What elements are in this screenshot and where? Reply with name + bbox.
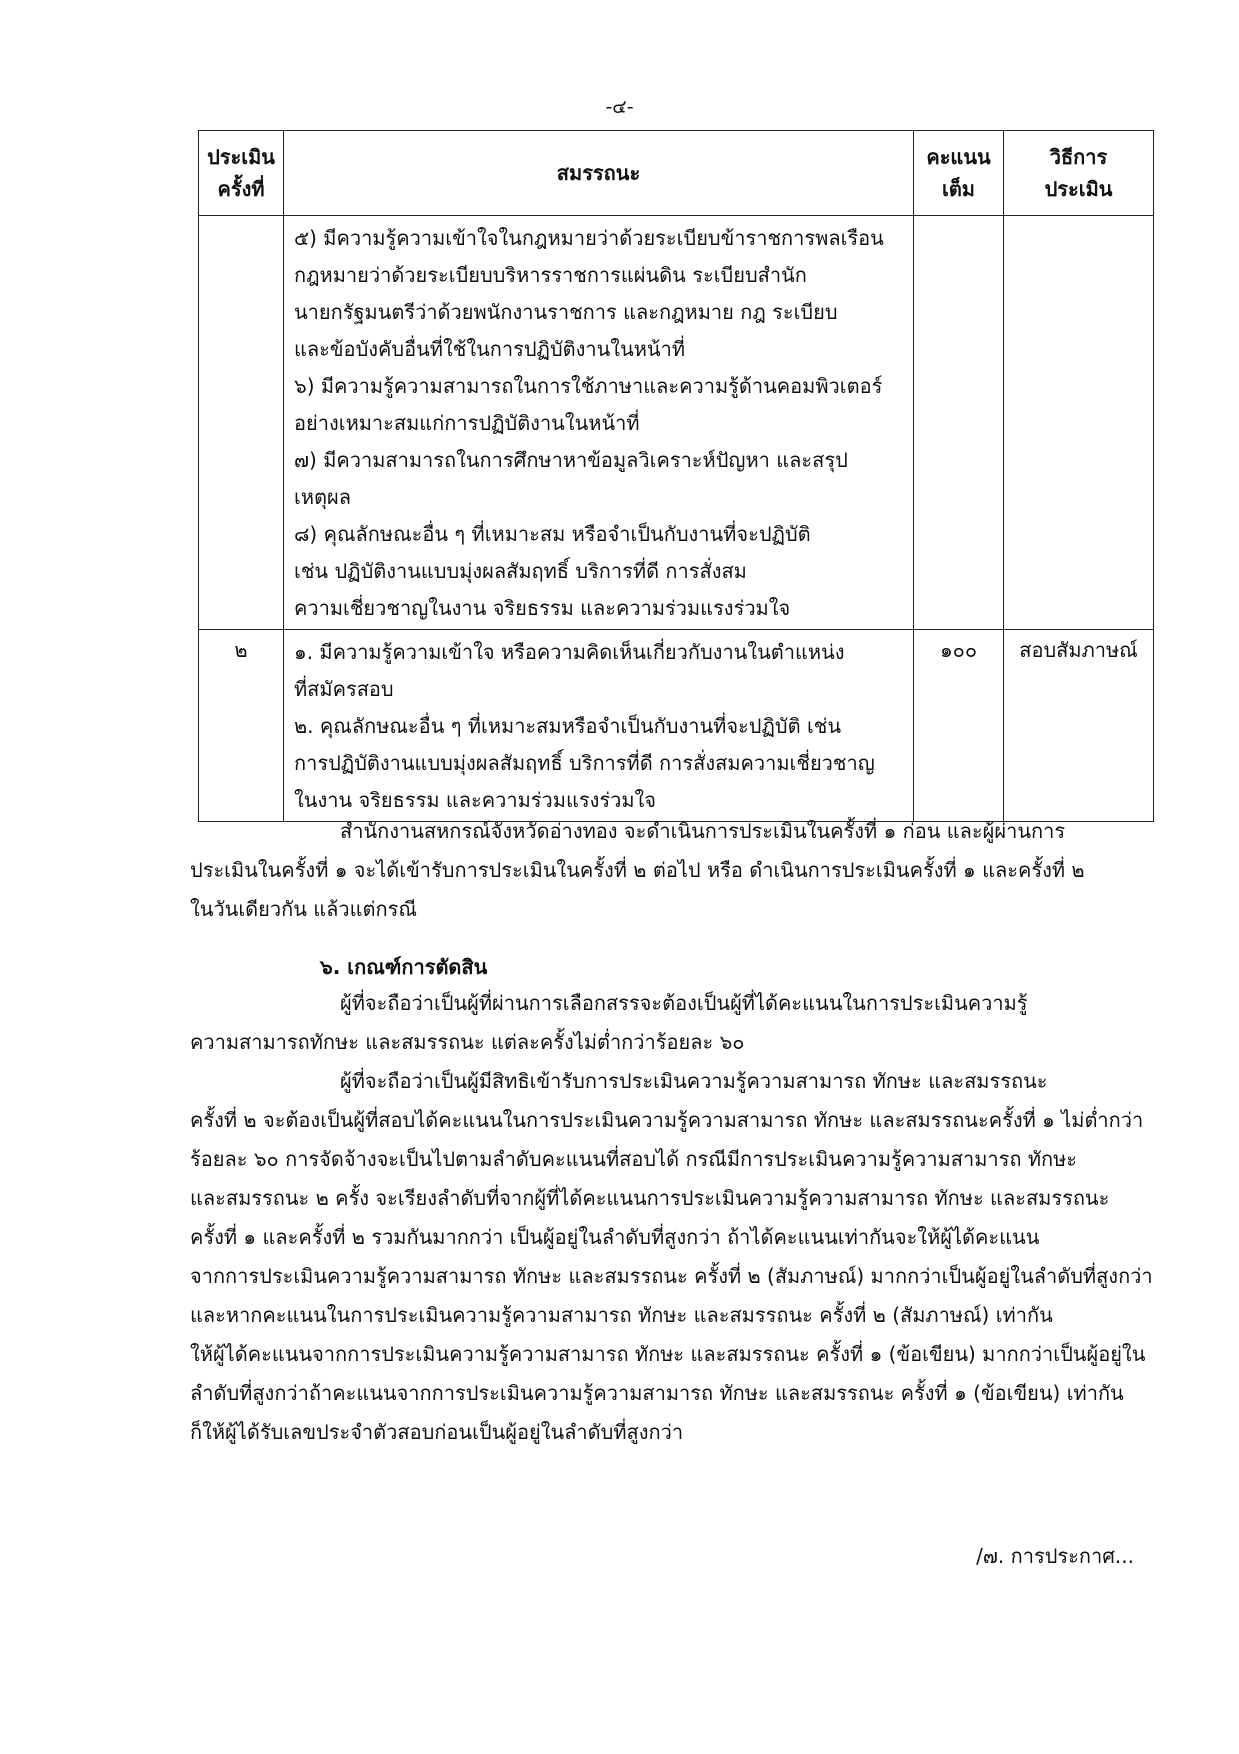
- assessment-table: [198, 130, 1154, 822]
- competency-line: ๕) มีความรู้ความเข้าใจในกฎหมายว่าด้วยระเบียบข้าราชการพลเรือน: [294, 226, 884, 250]
- header-round-line1: ประเมิน: [207, 145, 275, 169]
- competency-cell: [284, 630, 914, 822]
- paragraph-schedule: [190, 812, 1125, 929]
- paragraph-line: ครั้งที่ ๒ จะต้องเป็นผู้ที่สอบได้คะแนนในการประเมินความรู้ความสามารถ ทักษะ และสมรรถนะครั้งที่ ๑ ไม่ต่ำกว่า: [190, 1108, 1144, 1132]
- method-cell: [1004, 216, 1154, 630]
- table-header-row: [199, 131, 1154, 216]
- score-cell: ๑๐๐: [914, 630, 1004, 822]
- next-page-reference: /๗. การประกาศ...: [976, 1544, 1134, 1568]
- paragraph-line: ความสามารถทักษะ และสมรรถนะ แต่ละครั้งไม่ต่ำกว่าร้อยละ ๖๐: [190, 1030, 745, 1054]
- paragraph-line: ลำดับที่สูงกว่าถ้าคะแนนจากการประเมินความรู้ความสามารถ ทักษะ และสมรรถนะ ครั้งที่ ๑ (ข้อเขียน) เท่ากัน: [190, 1381, 1124, 1405]
- competency-line: ๘) คุณลักษณะอื่น ๆ ที่เหมาะสม หรือจำเป็นกับงานที่จะปฏิบัติ: [294, 522, 811, 546]
- method-cell: สอบสัมภาษณ์: [1004, 630, 1154, 822]
- page-number: -๔-: [605, 96, 634, 118]
- paragraph-line: ก็ให้ผู้ได้รับเลขประจำตัวสอบก่อนเป็นผู้อยู่ในลำดับที่สูงกว่า: [190, 1420, 684, 1444]
- paragraph-line: และสมรรถนะ ๒ ครั้ง จะเรียงลำดับที่จากผู้ที่ได้คะแนนการประเมินความรู้ความสามารถ ทักษะ และสมรรถนะ: [190, 1186, 1110, 1210]
- competency-line: การปฏิบัติงานแบบมุ่งผลสัมฤทธิ์ บริการที่ดี การสั่งสมความเชี่ยวชาญ: [294, 751, 875, 775]
- paragraph-text: ผู้ที่จะถือว่าเป็นผู้ที่ผ่านการเลือกสรรจะต้องเป็นผู้ที่ได้คะแนนในการประเมินความรู้: [340, 991, 1028, 1015]
- header-method-line2: ประเมิน: [1044, 177, 1113, 201]
- paragraph-line: [190, 812, 1125, 851]
- paragraph-line: ให้ผู้ได้คะแนนจากการประเมินความรู้ความสามารถ ทักษะ และสมรรถนะ ครั้งที่ ๑ (ข้อเขียน) มากกว่าเป็นผู้อยู่ใน: [190, 1342, 1146, 1366]
- header-score-line1: คะแนน: [926, 145, 991, 169]
- competency-line: ๗) มีความสามารถในการศึกษาหาข้อมูลวิเคราะห์ปัญหา และสรุป: [294, 448, 848, 472]
- competency-line: ๑. มีความรู้ความเข้าใจ หรือความคิดเห็นเกี่ยวกับงานในตำแหน่ง: [294, 640, 845, 664]
- section-heading-text: ๖. เกณฑ์การตัดสิน: [320, 955, 488, 979]
- competency-line: และข้อบังคับอื่นที่ใช้ในการปฏิบัติงานในหน้าที่: [294, 337, 686, 361]
- competency-line: ในงาน จริยธรรม และความร่วมแรงร่วมใจ: [294, 788, 656, 812]
- header-competency: สมรรถนะ: [284, 131, 914, 216]
- round-cell: ๒: [199, 630, 284, 822]
- competency-line: เหตุผล: [294, 485, 351, 509]
- header-method-line1: วิธีการ: [1049, 145, 1108, 169]
- table-row: [199, 630, 1154, 822]
- competency-line: นายกรัฐมนตรีว่าด้วยพนักงานราชการ และกฎหมาย กฎ ระเบียบ: [294, 300, 838, 324]
- competency-line: ๒. คุณลักษณะอื่น ๆ ที่เหมาะสมหรือจำเป็นกับงานที่จะปฏิบัติ เช่น: [294, 714, 842, 738]
- score-cell: [914, 216, 1004, 630]
- header-method: [1004, 131, 1154, 216]
- paragraph-ranking: [190, 1062, 1153, 1452]
- paragraph-line: ครั้งที่ ๑ และครั้งที่ ๒ รวมกันมากกว่า เป็นผู้อยู่ในลำดับที่สูงกว่า ถ้าได้คะแนนเท่ากันจะให้ผู้ได้คะแนน: [190, 1225, 1040, 1249]
- competency-line: ความเชี่ยวชาญในงาน จริยธรรม และความร่วมแรงร่วมใจ: [294, 596, 791, 620]
- paragraph-text: ผู้ที่จะถือว่าเป็นผู้มีสิทธิเข้ารับการประเมินความรู้ความสามารถ ทักษะ และสมรรถนะ: [340, 1069, 1048, 1093]
- section-heading: [190, 948, 1125, 987]
- header-round: [199, 131, 284, 216]
- paragraph-line: จากการประเมินความรู้ความสามารถ ทักษะ และสมรรถนะ ครั้งที่ ๒ (สัมภาษณ์) มากกว่าเป็นผู้อยู่ในลำดับที่สูงกว่า: [190, 1264, 1153, 1288]
- table-row: [199, 216, 1154, 630]
- competency-line: ที่สมัครสอบ: [294, 677, 394, 701]
- paragraph-text: สำนักงานสหกรณ์จังหวัดอ่างทอง จะดำเนินการประเมินในครั้งที่ ๑ ก่อน และผู้ผ่านการ: [340, 819, 1066, 843]
- paragraph-line: [190, 984, 1125, 1023]
- paragraph-line: ประเมินในครั้งที่ ๑ จะได้เข้ารับการประเมินในครั้งที่ ๒ ต่อไป หรือ ดำเนินการประเมินครั้งที่ ๑ และครั้งที่ ๒: [190, 858, 1085, 882]
- round-cell: [199, 216, 284, 630]
- competency-line: เช่น ปฏิบัติงานแบบมุ่งผลสัมฤทธิ์ บริการที่ดี การสั่งสม: [294, 559, 747, 583]
- paragraph-line: ในวันเดียวกัน แล้วแต่กรณี: [190, 897, 417, 921]
- header-round-line2: ครั้งที่: [217, 177, 265, 201]
- competency-line: กฎหมายว่าด้วยระเบียบบริหารราชการแผ่นดิน ระเบียบสำนัก: [294, 263, 807, 287]
- header-score-line2: เต็ม: [941, 177, 975, 201]
- competency-line: อย่างเหมาะสมแก่การปฏิบัติงานในหน้าที่: [294, 411, 640, 435]
- paragraph-line: [190, 1062, 1125, 1101]
- paragraph-pass-criteria: [190, 984, 1125, 1062]
- competency-line: ๖) มีความรู้ความสามารถในการใช้ภาษาและความรู้ด้านคอมพิวเตอร์: [294, 374, 883, 398]
- paragraph-line: และหากคะแนนในการประเมินความรู้ความสามารถ ทักษะ และสมรรถนะ ครั้งที่ ๒ (สัมภาษณ์) เท่ากัน: [190, 1303, 1053, 1327]
- header-score: [914, 131, 1004, 216]
- paragraph-line: ร้อยละ ๖๐ การจัดจ้างจะเป็นไปตามลำดับคะแนนที่สอบได้ กรณีมีการประเมินความรู้ความสามารถ ทักษะ: [190, 1147, 1078, 1171]
- competency-cell: [284, 216, 914, 630]
